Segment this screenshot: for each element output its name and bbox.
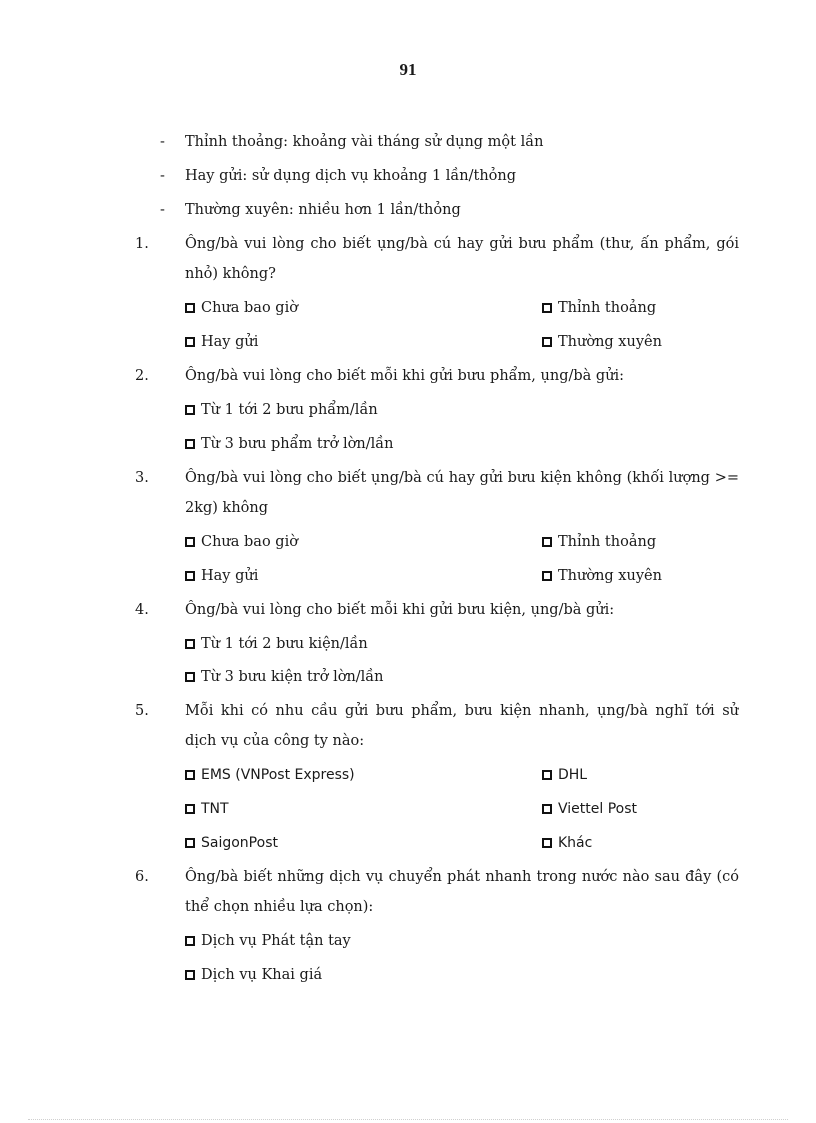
page-bottom-divider	[28, 1119, 788, 1120]
option-never[interactable]	[185, 531, 298, 553]
question-3	[0, 467, 816, 489]
option-label: Thường xuyên	[558, 568, 662, 584]
option-row	[0, 764, 816, 786]
option-often[interactable]	[185, 565, 258, 587]
option-label: SaigonPost	[201, 835, 278, 851]
question-text: Ông/bà biết những dịch vụ chuyển phát nhanh trong nước nào sau đây (có	[185, 869, 739, 885]
option-row	[0, 964, 816, 986]
question-6	[0, 866, 816, 888]
checkbox-icon[interactable]	[542, 804, 552, 814]
checkbox-icon[interactable]	[185, 405, 195, 415]
question-1	[0, 233, 816, 255]
option-label: Thỉnh thoảng	[558, 300, 657, 316]
question-number: 4.	[135, 602, 149, 618]
question-text-cont: dịch vụ của công ty nào:	[185, 733, 365, 749]
option-row	[0, 297, 816, 319]
option-label: Dịch vụ Khai giá	[201, 967, 323, 983]
checkbox-icon[interactable]	[185, 337, 195, 347]
question-number: 2.	[135, 368, 149, 384]
option-label: Từ 1 tới 2 bưu phẩm/lần	[201, 402, 378, 418]
checkbox-icon[interactable]	[185, 537, 195, 547]
question-5	[0, 700, 816, 722]
page-number: 91	[399, 60, 417, 79]
option-hand-delivery[interactable]	[185, 930, 351, 952]
checkbox-icon[interactable]	[185, 770, 195, 780]
option-label: Dịch vụ Phát tận tay	[201, 933, 351, 949]
question-number: 5.	[135, 703, 149, 719]
option-row	[0, 666, 816, 688]
option-label: Chưa bao giờ	[201, 300, 298, 316]
option-regularly[interactable]	[542, 565, 662, 587]
option-label: EMS (VNPost Express)	[201, 767, 355, 783]
option-label: TNT	[201, 801, 229, 817]
option-saigonpost[interactable]	[185, 832, 278, 854]
definition-line	[0, 131, 816, 153]
option-row	[0, 633, 816, 655]
dash: -	[160, 134, 165, 150]
checkbox-icon[interactable]	[542, 571, 552, 581]
dash: -	[160, 168, 165, 184]
question-3-cont	[0, 497, 816, 519]
checkbox-icon[interactable]	[185, 439, 195, 449]
option-row	[0, 798, 816, 820]
checkbox-icon[interactable]	[542, 838, 552, 848]
option-1-to-2-parcels[interactable]	[185, 633, 368, 655]
checkbox-icon[interactable]	[185, 804, 195, 814]
definition-text: Hay gửi: sử dụng dịch vụ khoảng 1 lần/thỏng	[185, 168, 517, 184]
option-often[interactable]	[185, 331, 258, 353]
option-row	[0, 565, 816, 587]
option-label: Khác	[558, 835, 593, 851]
checkbox-icon[interactable]	[185, 672, 195, 682]
question-number: 1.	[135, 236, 149, 252]
question-text-cont: nhỏ) không?	[185, 266, 276, 282]
option-row	[0, 331, 816, 353]
question-text: Ông/bà vui lòng cho biết mỗi khi gửi bưu phẩm, ụng/bà gửi:	[185, 368, 625, 384]
option-declared-value[interactable]	[185, 964, 322, 986]
option-viettel-post[interactable]	[542, 798, 637, 820]
checkbox-icon[interactable]	[542, 537, 552, 547]
option-row	[0, 832, 816, 854]
checkbox-icon[interactable]	[542, 303, 552, 313]
question-text-cont: 2kg) không	[185, 500, 269, 516]
option-other[interactable]	[542, 832, 592, 854]
option-3-plus-parcels[interactable]	[185, 666, 384, 688]
option-sometimes[interactable]	[542, 531, 656, 553]
definition-line	[0, 199, 816, 221]
question-number: 6.	[135, 869, 149, 885]
option-regularly[interactable]	[542, 331, 662, 353]
checkbox-icon[interactable]	[185, 571, 195, 581]
option-dhl[interactable]	[542, 764, 587, 786]
checkbox-icon[interactable]	[185, 303, 195, 313]
definition-line	[0, 165, 816, 187]
question-5-cont	[0, 730, 816, 752]
option-label: Chưa bao giờ	[201, 534, 298, 550]
option-3-plus-items[interactable]	[185, 433, 393, 455]
checkbox-icon[interactable]	[185, 639, 195, 649]
option-row	[0, 399, 816, 421]
option-row	[0, 433, 816, 455]
definition-text: Thường xuyên: nhiều hơn 1 lần/thỏng	[185, 202, 461, 218]
option-tnt[interactable]	[185, 798, 229, 820]
option-label: DHL	[558, 767, 588, 783]
question-number: 3.	[135, 470, 149, 486]
option-row	[0, 930, 816, 952]
question-text-cont: thể chọn nhiều lựa chọn):	[185, 899, 374, 915]
definition-text: Thỉnh thoảng: khoảng vài tháng sử dụng một lần	[185, 134, 544, 150]
option-label: Hay gửi	[201, 568, 259, 584]
question-4	[0, 599, 816, 621]
question-6-cont	[0, 896, 816, 918]
question-1-cont	[0, 263, 816, 285]
checkbox-icon[interactable]	[185, 838, 195, 848]
option-never[interactable]	[185, 297, 298, 319]
option-1-to-2-items[interactable]	[185, 399, 378, 421]
checkbox-icon[interactable]	[185, 936, 195, 946]
option-label: Từ 3 bưu phẩm trở lờn/lần	[201, 436, 394, 452]
option-label: Từ 1 tới 2 bưu kiện/lần	[201, 636, 368, 652]
option-label: Viettel Post	[558, 801, 637, 817]
question-text: Ông/bà vui lòng cho biết ụng/bà cú hay gửi bưu phẩm (thư, ấn phẩm, gói	[185, 236, 739, 252]
option-label: Từ 3 bưu kiện trở lờn/lần	[201, 669, 384, 685]
option-label: Thỉnh thoảng	[558, 534, 657, 550]
checkbox-icon[interactable]	[542, 337, 552, 347]
option-label: Hay gửi	[201, 334, 259, 350]
checkbox-icon[interactable]	[185, 970, 195, 980]
question-2	[0, 365, 816, 387]
option-label: Thường xuyên	[558, 334, 662, 350]
dash: -	[160, 202, 165, 218]
question-text: Mỗi khi có nhu cầu gửi bưu phẩm, bưu kiện nhanh, ụng/bà nghĩ tới sử	[185, 703, 739, 719]
checkbox-icon[interactable]	[542, 770, 552, 780]
option-sometimes[interactable]	[542, 297, 656, 319]
question-text: Ông/bà vui lòng cho biết mỗi khi gửi bưu kiện, ụng/bà gửi:	[185, 602, 615, 618]
option-ems[interactable]	[185, 764, 355, 786]
option-row	[0, 531, 816, 553]
question-text: Ông/bà vui lòng cho biết ụng/bà cú hay gửi bưu kiện không (khối lượng >=	[185, 470, 739, 486]
